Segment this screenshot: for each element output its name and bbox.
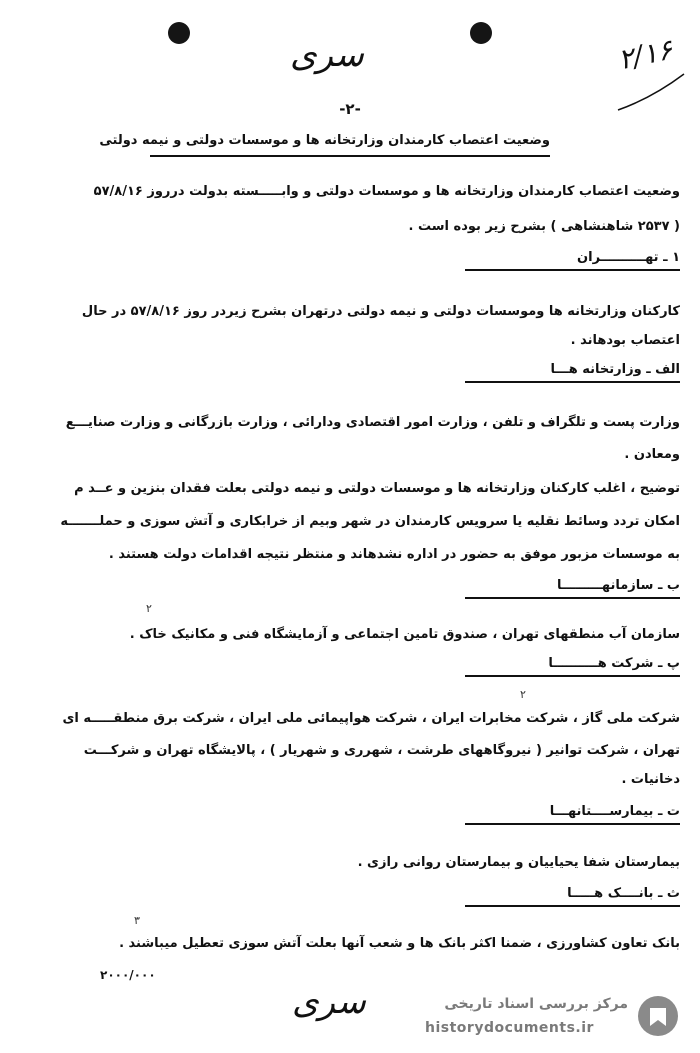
- companies-note: ۲: [520, 688, 526, 701]
- section-heading-tehran: ۱ ـ تهــــــــــران: [465, 250, 680, 271]
- footer-brand: مرکز بررسی اسناد تاریخی: [444, 996, 628, 1012]
- footer-url: historydocuments.ir: [425, 1020, 594, 1036]
- classification-top: سری: [290, 35, 364, 75]
- organizations-line-1: سازمان آب منطقهای تهران ، صندوق تامین اجتماعی و آزمایشگاه فنی و مکانیک خاک .: [129, 627, 680, 642]
- section-heading-companies: پ ـ شرکت هــــــــــا: [465, 656, 680, 677]
- handwritten-ref: ۲/۱۶: [615, 32, 676, 77]
- explanation-line-2: امکان تردد وسائط نقلیه یا سرویس کارمندان در شهر وبیم از خرابکاری و آتش سوزی و حملـــــــه: [60, 514, 680, 529]
- banks-note: ۳: [134, 914, 140, 927]
- organizations-note: ۲: [146, 602, 152, 615]
- companies-line-2: تهران ، شرکت توانیر ( نیروگاههای طرشت ، شهرری و شهریار ) ، پالایشگاه تهران و شرکـــت: [83, 743, 680, 758]
- ministries-line-1: وزارت پست و تلگراف و تلفن ، وزارت امور اقتصادی ودارائی ، وزارت بازرگانی و وزارت صنایـــع: [65, 415, 680, 430]
- page-number: -۲-: [339, 100, 361, 118]
- section-heading-organizations: ب ـ سازمانهـــــــــا: [465, 578, 680, 599]
- hospitals-line-1: بیمارستان شفا یحیاییان و بیمارستان روانی رازی .: [357, 855, 680, 870]
- explanation-line-1: توضیح ، اغلب کارکنان وزارتخانه ها و موسسات دولتی و نیمه دولتی بعلت فقدان بنزین و عــد م: [74, 481, 680, 496]
- bottom-ref: ۲۰۰۰/۰۰۰: [100, 968, 156, 982]
- tehran-line-2: اعتصاب بودهاند .: [570, 333, 680, 348]
- section-heading-banks: ث ـ بانــــک هـــــا: [465, 886, 680, 907]
- intro-line-1: وضعیت اعتصاب کارمندان وزارتخانه ها و موسسات دولتی و وابـــــسته بدولت درروز ۵۷/۸/۱۶: [93, 184, 680, 199]
- archive-logo-icon: [638, 996, 678, 1036]
- tehran-line-1: کارکنان وزارتخانه ها وموسسات دولتی و نیمه دولتی درتهران بشرح زیردر روز ۵۷/۸/۱۶ در حال: [81, 304, 680, 319]
- ministries-line-2: ومعادن .: [624, 447, 680, 462]
- title-underline: [150, 155, 550, 157]
- explanation-line-3: به موسسات مزبور موفق به حضور در اداره نشدهاند و منتظر نتیجه اقدامات دولت هستند .: [108, 547, 680, 562]
- banks-line-1: بانک تعاون کشاورزی ، ضمنا اکثر بانک ها و شعب آنها بعلت آتش سوزی تعطیل میباشند .: [119, 936, 680, 951]
- intro-line-2: ( ۲۵۳۷ شاهنشاهی ) بشرح زیر بوده است .: [408, 219, 680, 234]
- companies-line-1: شرکت ملی گاز ، شرکت مخابرات ایران ، شرکت هواپیمائی ملی ایران ، شرکت برق منطقـــــه ای: [62, 711, 680, 726]
- classification-bottom: سری: [292, 982, 366, 1022]
- punch-hole-right: [470, 22, 492, 44]
- archive-logo-glyph-icon: [638, 996, 678, 1036]
- document-title: وضعیت اعتصاب کارمندان وزارتخانه ها و موسسات دولتی و نیمه دولتی: [99, 133, 550, 148]
- section-heading-hospitals: ت ـ بیمارســــتانهـــا: [465, 804, 680, 825]
- companies-line-3: دخانیات .: [621, 772, 680, 787]
- handwritten-stroke: [612, 68, 692, 118]
- section-heading-ministries: الف ـ وزارتخانه هـــا: [465, 362, 680, 383]
- punch-hole-left: [168, 22, 190, 44]
